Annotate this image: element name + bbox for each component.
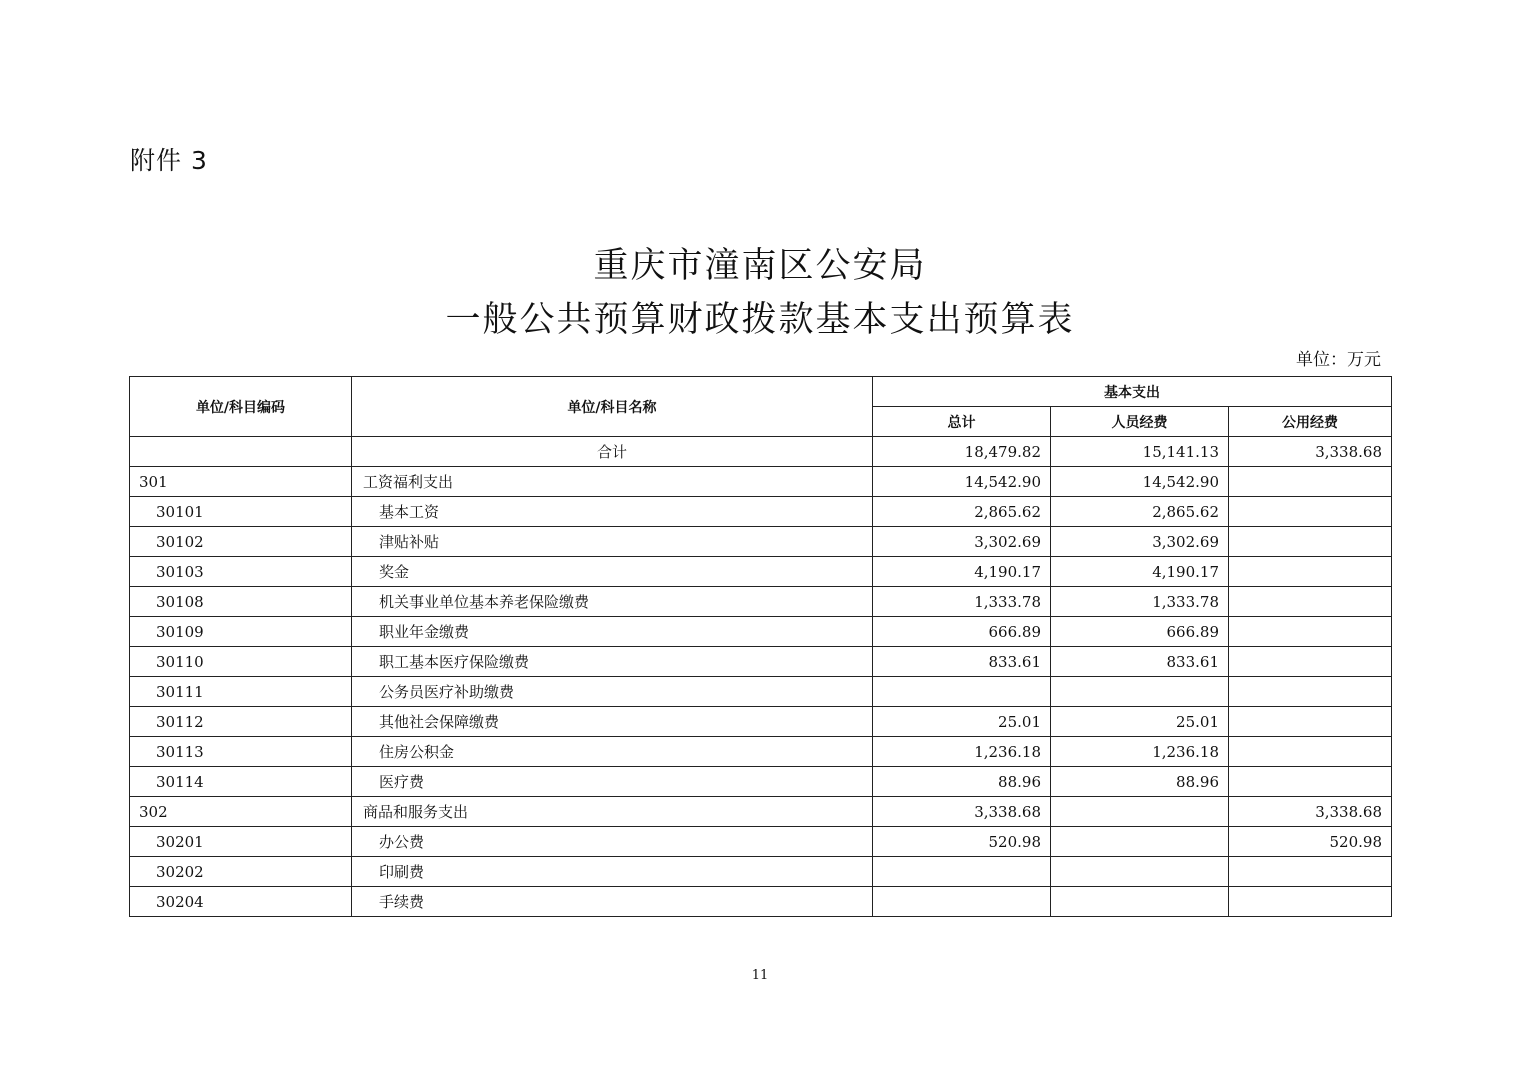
cell-name: 其他社会保障缴费 [352, 707, 873, 737]
cell-public [1229, 497, 1392, 527]
cell-code: 30102 [130, 527, 352, 557]
cell-name: 医疗费 [352, 767, 873, 797]
header-personnel: 人员经费 [1051, 407, 1229, 437]
cell-personnel: 1,236.18 [1051, 737, 1229, 767]
cell-personnel [1051, 887, 1229, 917]
cell-name: 工资福利支出 [352, 467, 873, 497]
cell-code: 30109 [130, 617, 352, 647]
cell-public [1229, 587, 1392, 617]
table-row [130, 497, 1392, 527]
table-row [130, 737, 1392, 767]
header-total: 总计 [873, 407, 1051, 437]
cell-code: 30201 [130, 827, 352, 857]
cell-personnel: 1,333.78 [1051, 587, 1229, 617]
cell-total: 833.61 [873, 647, 1051, 677]
cell-code: 30103 [130, 557, 352, 587]
cell-public [1229, 707, 1392, 737]
table-row [130, 797, 1392, 827]
cell-public [1229, 767, 1392, 797]
cell-name: 津贴补贴 [352, 527, 873, 557]
document-title-line-1: 重庆市潼南区公安局 [593, 246, 927, 286]
table-row [130, 707, 1392, 737]
table-row [130, 557, 1392, 587]
cell-total [873, 857, 1051, 887]
cell-name: 商品和服务支出 [352, 797, 873, 827]
cell-public: 3,338.68 [1229, 797, 1392, 827]
cell-total: 666.89 [873, 617, 1051, 647]
attachment-label: 附件 3 [130, 146, 208, 175]
cell-total: 1,236.18 [873, 737, 1051, 767]
table-row [130, 887, 1392, 917]
cell-public [1229, 647, 1392, 677]
unit-label: 单位：万元 [1296, 350, 1381, 370]
header-basic-expenditure: 基本支出 [873, 377, 1392, 407]
cell-total: 1,333.78 [873, 587, 1051, 617]
cell-total: 25.01 [873, 707, 1051, 737]
cell-name: 机关事业单位基本养老保险缴费 [352, 587, 873, 617]
cell-code: 30108 [130, 587, 352, 617]
table-row [130, 467, 1392, 497]
cell-public [1229, 557, 1392, 587]
cell-public [1229, 857, 1392, 887]
cell-total: 14,542.90 [873, 467, 1051, 497]
table-row [130, 827, 1392, 857]
cell-personnel [1051, 677, 1229, 707]
cell-public: 3,338.68 [1229, 437, 1392, 467]
cell-personnel: 14,542.90 [1051, 467, 1229, 497]
cell-personnel: 666.89 [1051, 617, 1229, 647]
header-row-1 [130, 377, 1392, 407]
cell-total: 3,302.69 [873, 527, 1051, 557]
cell-total: 18,479.82 [873, 437, 1051, 467]
document-title-line-2: 一般公共预算财政拨款基本支出预算表 [445, 300, 1075, 340]
cell-personnel: 25.01 [1051, 707, 1229, 737]
cell-personnel: 2,865.62 [1051, 497, 1229, 527]
cell-public [1229, 467, 1392, 497]
cell-code: 302 [130, 797, 352, 827]
header-name: 单位/科目名称 [352, 377, 873, 437]
cell-total: 4,190.17 [873, 557, 1051, 587]
cell-total: 3,338.68 [873, 797, 1051, 827]
cell-public [1229, 527, 1392, 557]
table-row [130, 767, 1392, 797]
cell-public [1229, 737, 1392, 767]
table-row-total [130, 437, 1392, 467]
cell-personnel: 3,302.69 [1051, 527, 1229, 557]
cell-name: 办公费 [352, 827, 873, 857]
table-row [130, 587, 1392, 617]
cell-public [1229, 677, 1392, 707]
cell-personnel: 833.61 [1051, 647, 1229, 677]
cell-total [873, 887, 1051, 917]
cell-name: 住房公积金 [352, 737, 873, 767]
cell-personnel [1051, 797, 1229, 827]
cell-public [1229, 617, 1392, 647]
cell-personnel [1051, 827, 1229, 857]
cell-personnel [1051, 857, 1229, 887]
cell-code [130, 437, 352, 467]
cell-total: 520.98 [873, 827, 1051, 857]
cell-code: 30113 [130, 737, 352, 767]
cell-total: 88.96 [873, 767, 1051, 797]
cell-name: 公务员医疗补助缴费 [352, 677, 873, 707]
page-number: 11 [751, 968, 769, 983]
cell-code: 30204 [130, 887, 352, 917]
table-row [130, 857, 1392, 887]
table-row [130, 617, 1392, 647]
cell-name: 职业年金缴费 [352, 617, 873, 647]
cell-code: 301 [130, 467, 352, 497]
table-row [130, 647, 1392, 677]
table-row [130, 527, 1392, 557]
cell-code: 30202 [130, 857, 352, 887]
cell-name: 奖金 [352, 557, 873, 587]
cell-name: 印刷费 [352, 857, 873, 887]
cell-code: 30112 [130, 707, 352, 737]
cell-code: 30111 [130, 677, 352, 707]
header-code: 单位/科目编码 [130, 377, 352, 437]
cell-total: 2,865.62 [873, 497, 1051, 527]
table-row [130, 677, 1392, 707]
cell-name: 手续费 [352, 887, 873, 917]
cell-total [873, 677, 1051, 707]
cell-personnel: 88.96 [1051, 767, 1229, 797]
cell-name: 合计 [352, 437, 873, 467]
cell-personnel: 4,190.17 [1051, 557, 1229, 587]
cell-name: 基本工资 [352, 497, 873, 527]
cell-personnel: 15,141.13 [1051, 437, 1229, 467]
cell-code: 30101 [130, 497, 352, 527]
cell-name: 职工基本医疗保险缴费 [352, 647, 873, 677]
cell-public [1229, 887, 1392, 917]
cell-code: 30110 [130, 647, 352, 677]
cell-code: 30114 [130, 767, 352, 797]
cell-public: 520.98 [1229, 827, 1392, 857]
header-public: 公用经费 [1229, 407, 1392, 437]
budget-table [129, 376, 1392, 917]
